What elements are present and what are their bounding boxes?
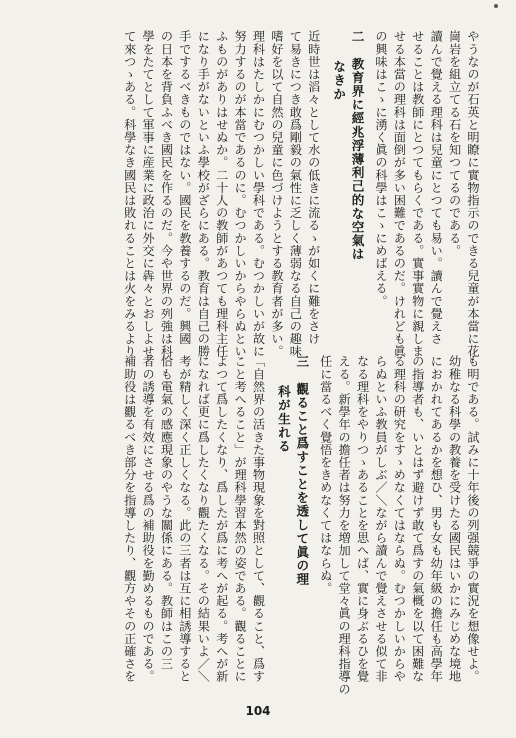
top-text-block bbox=[27, 30, 482, 358]
text-line: よつて爲したくなり、爲したが爲に考へが起る。考へが新 bbox=[214, 355, 229, 683]
text-line: 任に當るべく覺悟をきめなくてはならぬ。 bbox=[318, 355, 333, 595]
text-line: せる本當の理科は面倒が多い困難であるのだ。けれども眞 bbox=[392, 30, 407, 358]
page-number: 104 bbox=[245, 704, 271, 718]
text-line: 手でするべきものではない。國民を教養するのだ。興國 bbox=[177, 30, 192, 345]
section-heading-2: 二 教育界に經兆浮薄利己的な空氣は bbox=[349, 30, 365, 262]
section-heading-2-continued: なきか bbox=[331, 60, 347, 101]
text-line: 嗜好を以て自然の兒童に色づけようとする教育者が多い。 bbox=[269, 30, 284, 358]
text-line: なる理科をやりつゝあることを思へば、實に身ぶるひを覺 bbox=[355, 355, 370, 683]
text-line: になれば更に爲したくなり觀たくなる。その結果いよ／＼ bbox=[196, 355, 211, 683]
text-line: 者の誘導を有效にさせる爲の補助役を勤めるものである。 bbox=[141, 355, 156, 683]
section-heading-3: 三 觀ること爲すことを透して眞の理 bbox=[294, 355, 310, 587]
text-line: 努力するのが本當であるのに。むつかしいからやらぬとい bbox=[233, 30, 248, 358]
text-line: 「自然界の活きた事物現象を對照として、觀ること、爲す bbox=[251, 355, 266, 683]
text-line: て易きにつき敢爲剛毅の氣性に乏しく薄弱なる自己の趣味 bbox=[288, 30, 303, 358]
text-line: 補助役は觀るべき部分を指導したり、觀方やその正確さを bbox=[122, 355, 137, 683]
text-line: せることは教師にとつてもらくである。實事實物に親しま bbox=[410, 30, 425, 358]
print-speck bbox=[494, 4, 498, 8]
text-line: 幼稚なる科學の教養を受けたる國民はいかにみじめな境地 bbox=[447, 355, 462, 683]
text-line: におかれてあるかを想ひ、男も女も幼年級の擔任も高學年 bbox=[429, 355, 444, 683]
text-line: ふものがありはせぬか。二十人の教師があつても理科主任 bbox=[214, 30, 229, 358]
text-line: 理科はたしかにむつかしい學科である。むつかしいが故に bbox=[251, 30, 266, 358]
text-line: 恰も電氣の感應現象のやうな關係にある。教師はこの三 bbox=[159, 355, 174, 670]
text-line: らぬといふ教員がしぶ／＼ながら讀んで覺えさせる似て非 bbox=[373, 355, 388, 683]
text-line: る理科の研究をすゝめなくてはならぬ。むつかしいからや bbox=[392, 355, 407, 683]
text-line: 讀んで覺える理科は兒童にとつても易い。讀んで覺えさ bbox=[429, 30, 444, 345]
text-line: の指導者も、いとはず避けず敢て爲すの氣概を以て困難な bbox=[410, 355, 425, 683]
section-heading-3-continued: 科が生れる bbox=[275, 385, 291, 453]
text-line: こと考へること」が理科學習本然の姿である。觀ることに bbox=[233, 355, 248, 683]
text-line: 考が精しく深く正しくなる。此の三者は互に相誘導すると bbox=[177, 355, 192, 683]
text-line: て來つゝある。科學なき國民は敗れることは火をみるより bbox=[122, 30, 137, 358]
bottom-text-block bbox=[27, 355, 482, 696]
text-line: 崗岩を組立てる石を知つてるのである。 bbox=[447, 30, 462, 257]
text-line: の興味はこゝに湧く眞の科學はこゝにめばえる。 bbox=[373, 30, 388, 308]
text-line: える。新學年の擔任者は努力を増加して堂々眞の理科指導の bbox=[337, 355, 352, 696]
text-line: 近時世は滔々として水の低きに流るゝが如くに難をさけ bbox=[306, 30, 321, 345]
text-line: やうなのが石英と明瞭に實物指示のできる兒童が本當に花 bbox=[466, 30, 480, 358]
text-line: 學をたてとして軍事に産業に政治に外交に犇々とおしよせ bbox=[141, 30, 156, 358]
text-line: になり手がないといふ學校がざらにある。教育は自己の勝 bbox=[196, 30, 211, 358]
text-line: も明である。試みに十年後の列强競爭の實況を想像せよ。 bbox=[466, 355, 480, 683]
text-line: の日本を背負ふべき國民を作るのだ。今や世界の列強は科 bbox=[159, 30, 174, 358]
